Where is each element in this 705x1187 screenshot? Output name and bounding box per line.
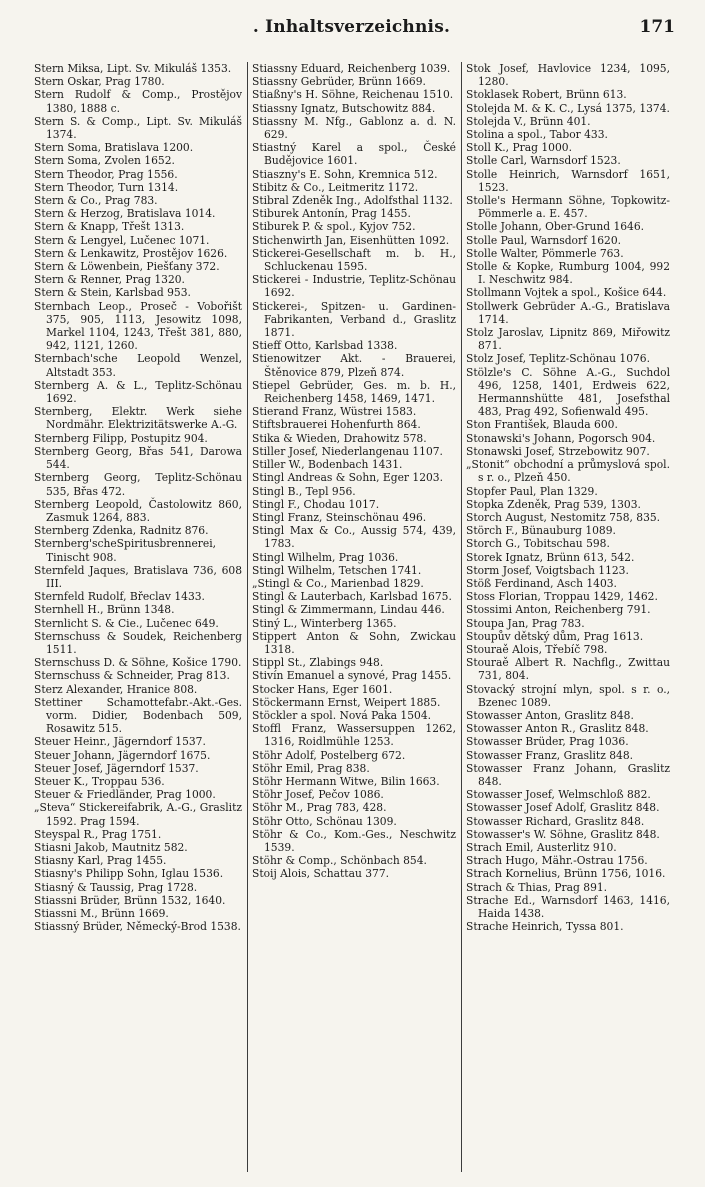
index-entry: Stöß Ferdinand, Asch 1403. (466, 576, 617, 590)
index-entry: Stern & Renner, Prag 1320. (34, 273, 185, 287)
index-entry: Strach Kornelius, Brünn 1756, 1016. (466, 867, 666, 881)
index-entry: Sternfeld Rudolf, Břeclav 1433. (34, 590, 205, 604)
index-entry: „Stonit“ obchodní a průmyslová spol. s r. o., Plzeň 450. (466, 458, 670, 485)
index-entry: Stolz Jaroslav, Lipnitz 869, Miřowitz 871. (466, 326, 670, 353)
index-entry: Storek Ignatz, Brünn 613, 542. (466, 550, 635, 564)
index-entry: Stolle Walter, Pömmerle 763. (466, 246, 624, 260)
index-entry: Störch F., Bünauburg 1089. (466, 524, 616, 538)
index-entry: Stiftsbrauerei Hohenfurth 864. (252, 418, 421, 432)
index-entry: Sterz Alexander, Hranice 808. (34, 682, 198, 696)
index-entry: Strache Ed., Warnsdorf 1463, 1416, Haida 1438. (466, 893, 670, 920)
page-header (28, 14, 675, 40)
index-entry: Stoffl Franz, Wassersuppen 1262, 1316, Roidlmühle 1253. (252, 722, 456, 749)
index-entry: Stickerei - Industrie, Teplitz-Schönau 1692. (252, 273, 456, 300)
index-entry: Stingl & Lauterbach, Karlsbad 1675. (252, 590, 452, 604)
index-entry: Stolle Paul, Warnsdorf 1620. (466, 233, 622, 247)
index-entry: Stollmann Vojtek a spol., Košice 644. (466, 286, 667, 300)
index-entry: Steuer Johann, Jägerndorf 1675. (34, 748, 211, 762)
index-entry: Strache Heinrich, Tyssa 801. (466, 920, 624, 934)
index-entry: Stiasny's Philipp Sohn, Iglau 1536. (34, 867, 224, 881)
index-entry: Stern Theodor, Prag 1556. (34, 167, 178, 181)
index-entry: Stienowitzer Akt. - Brauerei, Štěnovice 879, Plzeň 874. (252, 352, 456, 379)
index-entry: Stingl & Zimmermann, Lindau 446. (252, 603, 445, 617)
index-entry: Stiepel Gebrüder, Ges. m. b. H., Reichenberg 1458, 1469, 1471. (252, 378, 456, 406)
index-entry: Stiastný Karel a spol., České Budějovice 1601. (252, 141, 456, 168)
index-entry: Stöhr & Comp., Schönbach 854. (252, 854, 427, 868)
index-entry: Stern & Lenkawitz, Prostějov 1626. (34, 246, 228, 260)
index-entry: Sternberg Georg, Teplitz-Schönau 535, Břas 472. (34, 471, 242, 498)
index-entry: Stouraě Albert R. Nachflg., Zwittau 731, 804. (466, 656, 670, 683)
index-entry: Strach Emil, Austerlitz 910. (466, 840, 617, 854)
index-entry: Stiassni M., Brünn 1669. (34, 907, 169, 920)
index-entry: Stickerei-Gesellschaft m. b. H., Schluckenau 1595. (252, 246, 456, 274)
index-entry: Stolejda V., Brünn 401. (466, 114, 591, 128)
index-entry: Stouraě Alois, Třebíč 798. (466, 642, 608, 656)
index-entry: Stowasser Josef Adolf, Graslitz 848. (466, 801, 660, 815)
index-entry: Sternschuss & Soudek, Reichenberg 1511. (34, 629, 242, 656)
index-entry: Stowasser Brüder, Prag 1036. (466, 735, 629, 749)
index-entry: Stern Miksa, Lipt. Sv. Mikuláš 1353. (34, 62, 232, 75)
index-entry: Stöckermann Ernst, Weipert 1885. (252, 695, 441, 709)
index-entry: Stowasser Josef, Welmschloß 882. (466, 788, 651, 802)
index-entry: Storch August, Nestomitz 758, 835. (466, 510, 661, 524)
index-entry: Stern Theodor, Turn 1314. (34, 180, 179, 194)
index-entry: Stiller W., Bodenbach 1431. (252, 458, 403, 472)
index-entry: Stingl Wilhelm, Prag 1036. (252, 550, 399, 564)
index-entry: Stossimi Anton, Reichenberg 791. (466, 603, 651, 617)
index-columns (34, 62, 670, 1172)
index-entry: Stingl Andreas & Sohn, Eger 1203. (252, 471, 444, 485)
index-entry: Stöhr Josef, Pečov 1086. (252, 788, 384, 802)
index-entry: Stöhr Emil, Prag 838. (252, 761, 370, 775)
index-entry: Stika & Wieden, Drahowitz 578. (252, 431, 427, 445)
index-entry: Stiburek P. & spol., Kyjov 752. (252, 220, 416, 234)
index-entry: Stoll K., Prag 1000. (466, 141, 572, 155)
index-entry: Stöhr & Co., Kom.-Ges., Neschwitz 1539. (252, 827, 456, 854)
index-entry: Storch G., Tobitschau 598. (466, 537, 610, 551)
index-entry: Stiasný & Taussig, Prag 1728. (34, 880, 198, 894)
index-entry: Stolz Josef, Teplitz-Schönau 1076. (466, 352, 650, 366)
index-entry: Stowasser Franz, Graslitz 848. (466, 748, 634, 762)
index-entry: Stiassny Eduard, Reichenberg 1039. (252, 62, 451, 75)
index-entry: Stippert Anton & Sohn, Zwickau 1318. (252, 629, 456, 656)
index-entry: Stöckler a spol. Nová Paka 1504. (252, 708, 432, 722)
index-entry: Stieff Otto, Karlsbad 1338. (252, 339, 398, 353)
index-entry: Sternberg, Elektr. Werk siehe Nordmähr. Elektrizitätswerke A.-G. (34, 405, 242, 432)
index-entry: Stowasser Anton, Graslitz 848. (466, 708, 634, 722)
index-entry: Sternberg A. & L., Teplitz-Schönau 1692. (34, 378, 242, 406)
index-entry: Stern & Knapp, Třešt 1313. (34, 220, 185, 234)
index-column-left (34, 62, 242, 1172)
index-entry: Sternberg'scheSpiritusbrennerei, Tinischt 908. (34, 537, 217, 564)
index-entry: Stollwerk Gebrüder A.-G., Bratislava 1714. (466, 299, 670, 326)
index-entry: Steuer Heinr., Jägerndorf 1537. (34, 735, 206, 749)
index-entry: Stoupa Jan, Prag 783. (466, 616, 585, 630)
index-entry: Steuer & Friedländer, Prag 1000. (34, 788, 216, 802)
index-entry: Stern & Löwenbein, Piešťany 372. (34, 260, 220, 274)
index-entry: Stolejda M. & K. C., Lysá 1375, 1374. (466, 101, 670, 115)
index-entry: Stopka Zdeněk, Prag 539, 1303. (466, 497, 641, 511)
index-entry: Stolina a spol., Tabor 433. (466, 128, 608, 142)
index-entry: Stern Rudolf & Comp., Prostějov 1380, 1888 c. (34, 88, 242, 115)
index-entry: Stonawski's Johann, Pogorsch 904. (466, 431, 656, 445)
index-entry: Stok Josef, Havlovice 1234, 1095, 1280. (466, 62, 670, 89)
index-entry: Stiller Josef, Niederlangenau 1107. (252, 444, 443, 458)
index-entry: Steyspal R., Prag 1751. (34, 827, 162, 841)
index-entry: Stingl Wilhelm, Tetschen 1741. (252, 563, 422, 577)
index-entry: Stern & Herzog, Bratislava 1014. (34, 207, 216, 221)
index-entry: Stiasny Karl, Prag 1455. (34, 854, 167, 868)
index-entry: Sternfeld Jaques, Bratislava 736, 608 III. (34, 563, 242, 590)
index-entry: Sternschuss D. & Söhne, Košice 1790. (34, 656, 242, 670)
index-entry: Stingl F., Chodau 1017. (252, 497, 380, 511)
index-entry: Storm Josef, Voigtsbach 1123. (466, 563, 629, 577)
index-entry: Stöhr Otto, Schönau 1309. (252, 814, 397, 828)
index-entry: Stolle Heinrich, Warnsdorf 1651, 1523. (466, 167, 670, 194)
index-entry: Steuer K., Troppau 536. (34, 774, 165, 788)
index-entry: Stibitz & Co., Leitmeritz 1172. (252, 180, 419, 194)
index-entry: Stowasser's W. Söhne, Graslitz 848. (466, 827, 660, 841)
index-entry: Stiassny M. Nfg., Gablonz a. d. N. 629. (252, 114, 456, 142)
index-entry: Strach & Thias, Prag 891. (466, 880, 608, 894)
index-entry: Stern & Lengyel, Lučenec 1071. (34, 233, 210, 247)
index-column-middle (247, 62, 456, 1172)
index-entry: Stowasser Richard, Graslitz 848. (466, 814, 645, 828)
index-entry: Sternberg Zdenka, Radnitz 876. (34, 524, 209, 538)
index-entry: Stingl Max & Co., Aussig 574, 439, 1783. (252, 524, 456, 551)
index-entry: Stiaßny's H. Söhne, Reichenau 1510. (252, 88, 454, 102)
index-entry: Stippl St., Zlabings 948. (252, 656, 384, 670)
index-entry: Sternlicht S. & Cie., Lučenec 649. (34, 616, 219, 630)
index-entry: Sternbach Leop., Proseč - Vobořišt 375, 905, 1113, Jesowitz 1098, Markel 1104, 1243, Třešt 381, 880, 942, 1121, 1260. (34, 299, 242, 353)
index-entry: Stichenwirth Jan, Eisenhütten 1092. (252, 233, 450, 247)
index-entry: Sternschuss & Schneider, Prag 813. (34, 669, 230, 683)
index-entry: Stiný L., Winterberg 1365. (252, 616, 397, 630)
index-entry: Ston František, Blauda 600. (466, 418, 618, 432)
index-entry: Stiasni Jakob, Mautnitz 582. (34, 840, 188, 854)
index-entry: Stiassny Gebrüder, Brünn 1669. (252, 75, 426, 89)
index-entry: Stern Soma, Zvolen 1652. (34, 154, 175, 168)
index-entry: Steuer Josef, Jägerndorf 1537. (34, 761, 199, 775)
index-entry: Stöhr M., Prag 783, 428. (252, 801, 387, 815)
index-entry: Stiassný Brüder, Německý-Brod 1538. (34, 920, 241, 934)
index-entry: Stern Oskar, Prag 1780. (34, 75, 165, 89)
index-entry: Stoupův dětský dům, Prag 1613. (466, 629, 644, 643)
index-entry: Stocker Hans, Eger 1601. (252, 682, 393, 696)
index-entry: Sternberg Georg, Břas 541, Darowa 544. (34, 444, 242, 472)
page-title: . Inhaltsverzeichnis. (252, 17, 451, 37)
index-entry: Stettiner Schamottefabr.-Akt.-Ges. vorm. Didier, Bodenbach 509, Rosawitz 515. (34, 695, 242, 736)
index-entry: Stern & Co., Prag 783. (34, 194, 158, 208)
index-entry: Stolle Carl, Warnsdorf 1523. (466, 154, 621, 168)
index-entry: Strach Hugo, Mähr.-Ostrau 1756. (466, 854, 648, 868)
index-entry: Sternberg Leopold, Častolowitz 860, Zasmuk 1264, 883. (34, 497, 242, 524)
index-entry: Stiassni Brüder, Brünn 1532, 1640. (34, 893, 226, 907)
index-entry: Stoij Alois, Schattau 377. (252, 867, 390, 881)
index-entry: Stern S. & Comp., Lipt. Sv. Mikuláš 1374. (34, 114, 242, 142)
index-entry: Stöhr Hermann Witwe, Bilin 1663. (252, 774, 440, 788)
index-entry: „Steva“ Stickereifabrik, A.-G., Graslitz 1592. Prag 1594. (34, 801, 242, 828)
index-entry: „Stingl & Co., Marienbad 1829. (252, 576, 424, 590)
index-entry: Sternhell H., Brünn 1348. (34, 603, 175, 617)
index-entry: Stiassny Ignatz, Butschowitz 884. (252, 101, 436, 115)
index-entry: Stingl B., Tepl 956. (252, 484, 356, 498)
index-entry: Stiaszny's E. Sohn, Kremnica 512. (252, 167, 438, 181)
index-entry: Stickerei-, Spitzen- u. Gardinen-Fabrikanten, Verband d., Graslitz 1871. (252, 299, 456, 340)
index-entry: Stolle & Kopke, Rumburg 1004, 992 I. Neschwitz 984. (466, 260, 670, 287)
index-entry: Stivín Emanuel a synové, Prag 1455. (252, 669, 452, 683)
index-entry: Stern & Stein, Karlsbad 953. (34, 286, 191, 300)
page-number: 171 (639, 17, 675, 37)
index-entry: Stölzle's C. Söhne A.-G., Suchdol 496, 1258, 1401, Erdweis 622, Hermannshütte 481, Josefsthal 483, Prag 492, Sofienwald 495. (466, 365, 670, 419)
index-entry: Stopfer Paul, Plan 1329. (466, 484, 598, 498)
index-entry: Stoklasek Robert, Brünn 613. (466, 88, 627, 102)
index-entry: Stibral Zdeněk Ing., Adolfsthal 1132. (252, 194, 453, 208)
index-entry: Stonawski Josef, Strzebowitz 907. (466, 444, 650, 458)
index-entry: Stowasser Franz Johann, Graslitz 848. (466, 761, 670, 788)
index-entry: Stingl Franz, Steinschönau 496. (252, 510, 427, 524)
index-entry: Stolle Johann, Ober-Grund 1646. (466, 220, 645, 234)
index-entry: Stowasser Anton R., Graslitz 848. (466, 722, 649, 736)
index-entry: Stierand Franz, Wüstrei 1583. (252, 405, 417, 419)
index-entry: Sternbach'sche Leopold Wenzel, Altstadt 353. (34, 352, 242, 379)
index-entry: Stolle's Hermann Söhne, Topkowitz-Pömmerle a. E. 457. (466, 194, 670, 221)
index-column-right (461, 62, 670, 1172)
index-entry: Stöhr Adolf, Postelberg 672. (252, 748, 406, 762)
index-entry: Stiburek Antonín, Prag 1455. (252, 207, 411, 221)
index-entry: Stoss Florian, Troppau 1429, 1462. (466, 590, 658, 604)
index-entry: Sternberg Filipp, Postupitz 904. (34, 431, 208, 445)
index-entry: Stovacký strojní mlyn, spol. s r. o., Bzenec 1089. (466, 682, 670, 709)
index-entry: Stern Soma, Bratislava 1200. (34, 141, 194, 155)
